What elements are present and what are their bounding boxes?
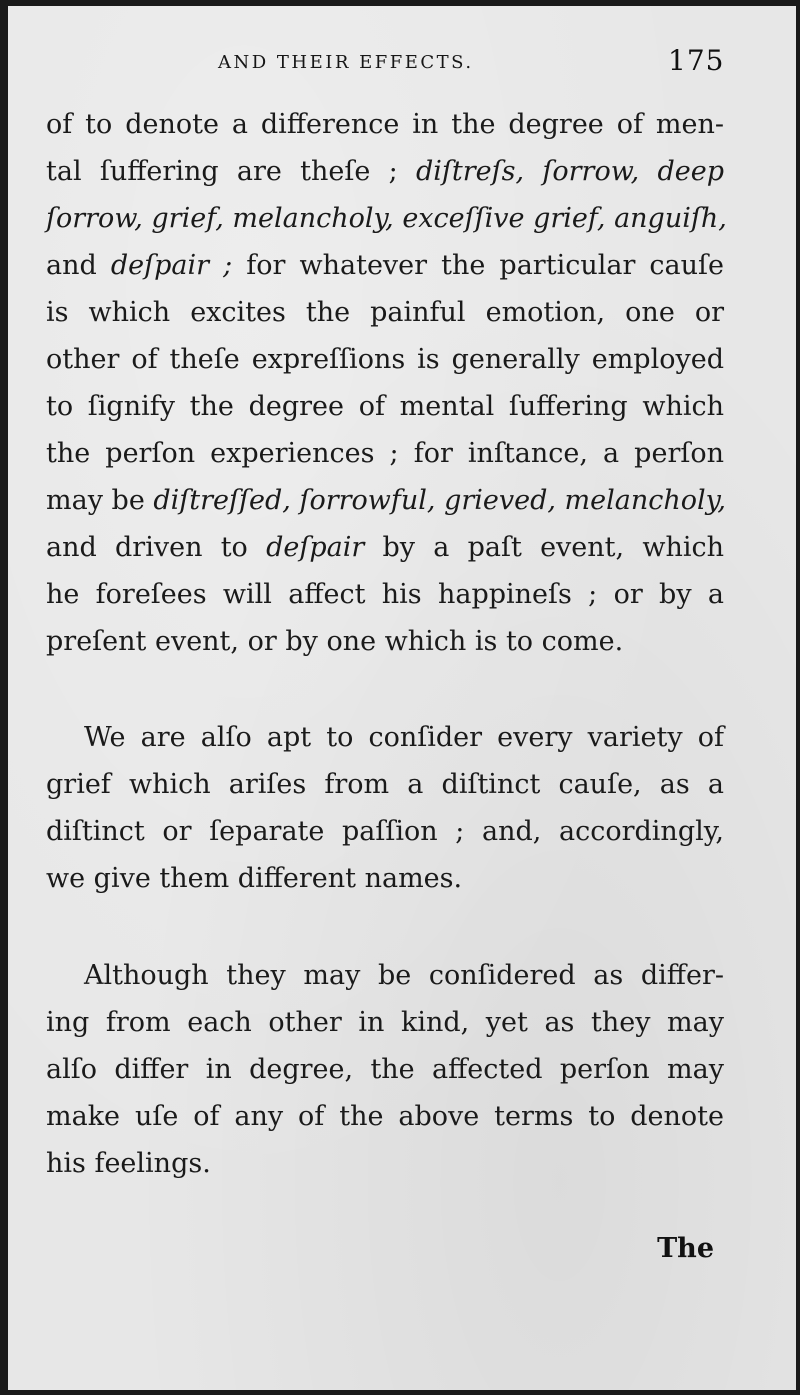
text-line xyxy=(46,1046,724,1093)
text-run: may be xyxy=(46,485,154,516)
text-run: to ſignify the degree of mental ſuffering which xyxy=(46,391,724,422)
text-line xyxy=(46,148,724,195)
text-line xyxy=(46,714,724,761)
catchword: The xyxy=(657,1233,714,1264)
text-line xyxy=(46,855,724,902)
text-line xyxy=(46,289,724,336)
page-header xyxy=(8,44,796,84)
book-page xyxy=(8,6,796,1390)
text-line xyxy=(46,571,724,618)
text-line xyxy=(46,430,724,477)
text-line xyxy=(46,383,724,430)
text-run: of to denote a difference in the degree of men- xyxy=(46,109,724,140)
page-body xyxy=(46,101,727,1187)
text-run: Although they may be conſidered as differ- xyxy=(84,960,724,991)
text-line xyxy=(46,952,724,999)
text-run: preſent event, or by one which is to come. xyxy=(46,626,624,657)
text-run: and xyxy=(46,250,111,281)
italic-run: deſpair xyxy=(266,532,365,563)
page-number: 175 xyxy=(668,44,725,77)
paragraph xyxy=(46,101,727,665)
text-line xyxy=(46,999,724,1046)
text-run: we give them different names. xyxy=(46,863,463,894)
text-run: We are alſo apt to conſider every variety of xyxy=(84,722,724,753)
text-line xyxy=(46,336,724,383)
italic-run: deſpair ; xyxy=(110,250,233,281)
text-line xyxy=(46,1093,724,1140)
italic-run: diſtreſſed, ſorrowful, grieved, melancholy, xyxy=(153,485,726,516)
text-run: he foreſees will affect his happineſs ; or by a xyxy=(46,579,724,610)
text-line xyxy=(46,761,724,808)
text-line xyxy=(46,808,724,855)
text-line xyxy=(46,477,724,524)
text-line xyxy=(46,524,724,571)
text-run: other of theſe expreſſions is generally employed xyxy=(46,344,724,375)
text-line xyxy=(46,101,724,148)
text-run: his feelings. xyxy=(46,1148,211,1179)
running-head: AND THEIR EFFECTS. xyxy=(218,52,474,73)
text-run: make uſe of any of the above terms to denote xyxy=(46,1101,724,1132)
text-run: tal ſuffering are theſe ; xyxy=(46,156,417,187)
text-run: the perſon experiences ; for inſtance, a perſon xyxy=(46,438,724,469)
paragraph xyxy=(46,952,724,1187)
text-line xyxy=(46,618,724,665)
text-run: alſo differ in degree, the affected perſon may xyxy=(46,1054,724,1085)
text-run: for whatever the particular cauſe xyxy=(232,250,724,281)
text-line xyxy=(46,242,724,289)
text-run: diſtinct or ſeparate paſſion ; and, accordingly, xyxy=(46,816,724,847)
text-run: ing from each other in kind, yet as they may xyxy=(46,1007,724,1038)
text-line xyxy=(46,195,727,242)
text-run: and driven to xyxy=(46,532,267,563)
text-run: is which excites the painful emotion, one or xyxy=(46,297,724,328)
italic-run: diſtreſs, ſorrow, deep xyxy=(416,156,724,187)
text-line xyxy=(46,1140,724,1187)
paragraph xyxy=(46,714,724,902)
text-run: grief which ariſes from a diſtinct cauſe, as a xyxy=(46,769,724,800)
text-run: by a paſt event, which xyxy=(364,532,724,563)
italic-run: ſorrow, grief, melancholy, exceſſive grief, anguiſh, xyxy=(46,203,727,234)
